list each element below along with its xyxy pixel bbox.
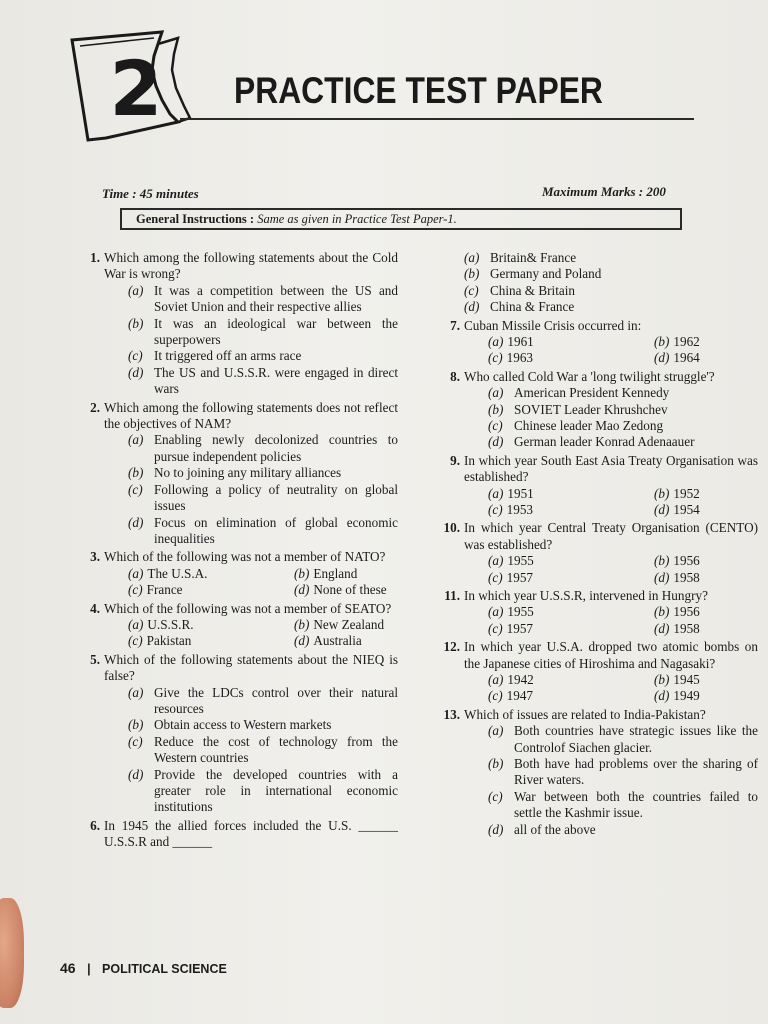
question-block (80, 818, 398, 851)
option-label: (a) (128, 684, 144, 700)
option-label: (d) (654, 569, 670, 585)
answer-option (654, 621, 700, 637)
option-label: (a) (488, 672, 504, 688)
answer-option (654, 553, 700, 569)
answer-option (104, 365, 398, 398)
option-label: (c) (488, 620, 503, 636)
answer-option (654, 350, 700, 366)
option-text: 1957 (506, 569, 534, 585)
answer-option (464, 756, 758, 789)
option-text: 1953 (506, 502, 534, 518)
answer-option (294, 633, 362, 649)
option-label: (a) (488, 385, 504, 401)
answer-option (440, 299, 758, 315)
question-block (440, 453, 758, 519)
option-text: 1945 (673, 672, 700, 688)
option-label: (a) (464, 250, 480, 265)
option-text: Australia (313, 633, 362, 649)
question-text: Which of the following was not a member of SEATO? (104, 600, 392, 616)
answer-option-row (464, 553, 758, 569)
option-text: China & France (490, 299, 575, 315)
answer-option (104, 316, 398, 349)
max-marks-label: Maximum Marks : 200 (542, 184, 666, 199)
option-label: (a) (488, 604, 504, 620)
question-text: In which year Central Treaty Organisation (CENTO) was established? (464, 520, 758, 552)
answer-option (440, 266, 758, 282)
option-label: (c) (128, 582, 143, 598)
footer-subject: POLITICAL SCIENCE (102, 962, 227, 976)
instructions-heading: General Instructions : (136, 212, 255, 226)
option-text: Give the LDCs control over their natural resources (154, 684, 398, 716)
answer-option-row (104, 617, 398, 633)
answer-option (464, 723, 758, 756)
question-block (80, 250, 398, 398)
option-label: (b) (128, 717, 144, 733)
question-block (440, 369, 758, 451)
option-text: 1964 (673, 350, 700, 366)
answer-option (104, 432, 398, 465)
answer-option-row (104, 582, 398, 598)
option-label: (b) (464, 266, 480, 282)
answer-option (488, 570, 533, 586)
title-underline (180, 118, 694, 120)
answer-option (654, 334, 700, 350)
option-text: France (146, 582, 183, 598)
answer-option (654, 604, 700, 620)
question-block (440, 639, 758, 705)
answer-option (104, 734, 398, 767)
thumb-in-frame (0, 898, 24, 1008)
question-number: 10. (443, 520, 460, 536)
question-text: Cuban Missile Crisis occurred in: (464, 317, 642, 333)
answer-option (464, 402, 758, 418)
option-text: China & Britain (490, 282, 575, 298)
option-label: (c) (488, 688, 503, 704)
time-label: Time : 45 minutes (102, 186, 199, 201)
option-text: Focus on elimination of global economic inequalities (154, 514, 398, 546)
option-label: (c) (488, 502, 503, 518)
question-number: 3. (90, 549, 100, 565)
answer-option (128, 633, 191, 649)
question-block (440, 588, 758, 637)
question-number: 13. (443, 706, 460, 722)
option-label: (a) (488, 485, 504, 501)
question-number: 12. (443, 639, 460, 655)
answer-option-row (464, 350, 758, 366)
question-number: 2. (90, 399, 100, 415)
question-block (440, 250, 758, 316)
option-label: (d) (294, 582, 310, 598)
option-label: (d) (464, 299, 480, 315)
answer-option-row (104, 566, 398, 582)
option-label: (b) (128, 465, 144, 481)
option-text: all of the above (514, 821, 596, 837)
option-text: 1949 (673, 688, 700, 704)
answer-option (294, 566, 357, 582)
option-text: New Zealand (313, 616, 385, 632)
option-text: It was a competition between the US and Soviet Union and their respective allies (154, 282, 398, 315)
option-text: Chinese leader Mao Zedong (514, 418, 664, 434)
option-label: (c) (488, 569, 503, 585)
option-label: (b) (488, 756, 504, 772)
answer-option (488, 688, 533, 704)
option-text: Following a policy of neutrality on global issues (154, 481, 398, 514)
answer-option (104, 717, 398, 733)
option-label: (b) (294, 616, 310, 632)
answer-option-row (464, 672, 758, 688)
option-text: German leader Konrad Adenaauer (514, 434, 695, 450)
answer-option (488, 604, 534, 620)
question-number: 1. (90, 250, 100, 265)
answer-option (654, 502, 700, 518)
answer-option (104, 767, 398, 816)
question-block (80, 601, 398, 650)
question-block (80, 400, 398, 548)
option-label: (c) (488, 418, 503, 434)
option-text: 1955 (507, 553, 534, 569)
answer-option (440, 283, 758, 299)
question-number: 5. (90, 651, 100, 667)
question-number: 4. (90, 600, 100, 616)
option-label: (a) (128, 565, 144, 581)
question-text: In which year U.S.S.R, intervened in Hungry? (464, 588, 708, 604)
option-label: (c) (488, 350, 503, 366)
option-text: Both countries have strategic issues like the Controlof Siachen glacier. (514, 723, 758, 755)
option-label: (d) (294, 633, 310, 649)
answer-option-row (464, 621, 758, 637)
option-label: (b) (654, 672, 670, 688)
question-text: Who called Cold War a 'long twilight struggle'? (464, 368, 715, 384)
question-block (80, 549, 398, 598)
page-title: PRACTICE TEST PAPER (234, 70, 603, 111)
option-text: England (313, 565, 358, 581)
option-text: 1954 (673, 502, 700, 518)
option-label: (b) (654, 604, 670, 620)
question-text: Which among the following statements about the Cold War is wrong? (104, 250, 398, 282)
option-text: Both have had problems over the sharing of River waters. (514, 756, 758, 788)
answer-option (104, 283, 398, 316)
option-text: No to joining any military alliances (154, 465, 342, 481)
option-label: (a) (488, 334, 504, 350)
answer-option (488, 672, 534, 688)
option-label: (a) (488, 723, 504, 739)
answer-option-row (464, 688, 758, 704)
question-block (440, 707, 758, 838)
answer-option (654, 486, 700, 502)
answer-option (464, 822, 758, 838)
answer-option (104, 515, 398, 548)
instructions-text: Same as given in Practice Test Paper-1. (257, 212, 457, 226)
chapter-badge (66, 26, 194, 150)
option-label: (b) (654, 485, 670, 501)
option-label: (b) (654, 334, 670, 350)
option-label: (d) (654, 502, 670, 518)
question-text: In which year U.S.A. dropped two atomic bombs on the Japanese cities of Hiroshima and Nagasaki? (464, 639, 758, 671)
option-text: 1956 (673, 553, 700, 569)
option-text: 1962 (673, 334, 700, 350)
option-label: (d) (654, 688, 670, 704)
answer-option (440, 250, 758, 266)
option-text: 1952 (673, 485, 700, 501)
option-text: 1958 (673, 569, 700, 585)
option-text: 1947 (506, 688, 534, 704)
option-label: (d) (654, 620, 670, 636)
option-label: (d) (128, 514, 144, 530)
question-block (440, 318, 758, 367)
option-label: (d) (488, 434, 504, 450)
option-text: Enabling newly decolonized countries to pursue independent policies (154, 432, 398, 464)
option-text: The US and U.S.S.R. were engaged in direct wars (154, 364, 398, 397)
answer-option (104, 685, 398, 718)
option-text: Reduce the cost of technology from the Western countries (154, 733, 398, 766)
answer-option (488, 621, 533, 637)
question-text: In which year South East Asia Treaty Organisation was established? (464, 452, 758, 485)
option-text: 1955 (507, 604, 534, 620)
option-text: 1963 (506, 350, 534, 366)
option-text: SOVIET Leader Khrushchev (514, 401, 668, 417)
question-number: 8. (450, 368, 460, 384)
answer-option (488, 553, 534, 569)
answer-option (464, 385, 758, 401)
option-text: 1961 (507, 334, 534, 350)
answer-option (654, 672, 700, 688)
general-instructions-box (120, 208, 682, 230)
answer-option (128, 582, 183, 598)
option-text: 1957 (506, 620, 534, 636)
question-text: Which of the following was not a member of NATO? (104, 549, 386, 565)
option-label: (d) (128, 766, 144, 782)
option-label: (b) (488, 401, 504, 417)
chapter-number: 2 (109, 44, 163, 133)
answer-option (104, 482, 398, 515)
answer-option-row (464, 502, 758, 518)
answer-option (488, 486, 534, 502)
option-text: American President Kennedy (514, 385, 670, 401)
question-block (440, 520, 758, 586)
option-text: 1956 (673, 604, 700, 620)
option-label: (c) (488, 788, 503, 804)
answer-option (654, 570, 700, 586)
question-number: 7. (450, 317, 460, 333)
option-label: (a) (128, 616, 144, 632)
question-number: 11. (444, 588, 460, 604)
page-number: 46 (60, 960, 76, 976)
answer-option (294, 617, 384, 633)
question-number: 9. (450, 452, 460, 468)
answer-option (488, 350, 533, 366)
answer-option-row (464, 604, 758, 620)
question-block (80, 652, 398, 816)
option-label: (c) (464, 282, 479, 298)
option-label: (c) (128, 733, 143, 749)
option-label: (b) (654, 553, 670, 569)
option-text: U.S.S.R. (147, 616, 194, 632)
option-text: Germany and Poland (490, 266, 602, 282)
option-label: (b) (294, 565, 310, 581)
answer-option (488, 334, 534, 350)
option-label: (c) (128, 633, 143, 649)
option-text: Provide the developed countries with a greater role in international economic institutions (154, 766, 398, 815)
option-label: (a) (128, 282, 144, 298)
option-text: 1942 (507, 672, 534, 688)
option-text: The U.S.A. (147, 565, 208, 581)
option-label: (a) (128, 432, 144, 448)
answer-option-row (464, 486, 758, 502)
answer-option (654, 688, 700, 704)
answer-option (464, 789, 758, 822)
answer-option (128, 566, 207, 582)
option-text: It triggered off an arms race (154, 348, 302, 364)
answer-option (104, 465, 398, 481)
option-text: 1951 (507, 485, 534, 501)
answer-option-row (464, 334, 758, 350)
answer-option-row (464, 570, 758, 586)
option-text: Britain& France (490, 250, 577, 265)
answer-option (464, 418, 758, 434)
answer-option (488, 502, 533, 518)
option-label: (a) (488, 553, 504, 569)
option-text: War between both the countries failed to settle the Kashmir issue. (514, 788, 758, 821)
answer-option-row (104, 633, 398, 649)
option-label: (d) (128, 364, 144, 380)
question-text: Which of the following statements about the NIEQ is false? (104, 651, 398, 684)
question-number: 6. (90, 817, 100, 833)
left-question-column (80, 250, 398, 853)
option-label: (c) (128, 481, 143, 497)
question-text: Which of issues are related to India-Pakistan? (464, 706, 706, 722)
option-text: Obtain access to Western markets (154, 717, 332, 733)
answer-option (464, 434, 758, 450)
question-text: In 1945 the allied forces included the U.S. ______ U.S.S.R and ______ (104, 817, 398, 850)
answer-option (294, 582, 387, 598)
option-text: 1958 (673, 620, 700, 636)
answer-option (128, 617, 194, 633)
answer-option (104, 348, 398, 364)
question-text: Which among the following statements does not reflect the objectives of NAM? (104, 399, 398, 432)
option-label: (d) (654, 350, 670, 366)
option-text: None of these (313, 582, 387, 598)
footer-separator: | (87, 962, 91, 976)
option-text: It was an ideological war between the superpowers (154, 315, 398, 348)
option-label: (d) (488, 821, 504, 837)
option-text: Pakistan (146, 633, 192, 649)
option-label: (b) (128, 315, 144, 331)
option-label: (c) (128, 348, 143, 364)
right-question-column (440, 250, 758, 840)
page-footer (60, 960, 227, 976)
